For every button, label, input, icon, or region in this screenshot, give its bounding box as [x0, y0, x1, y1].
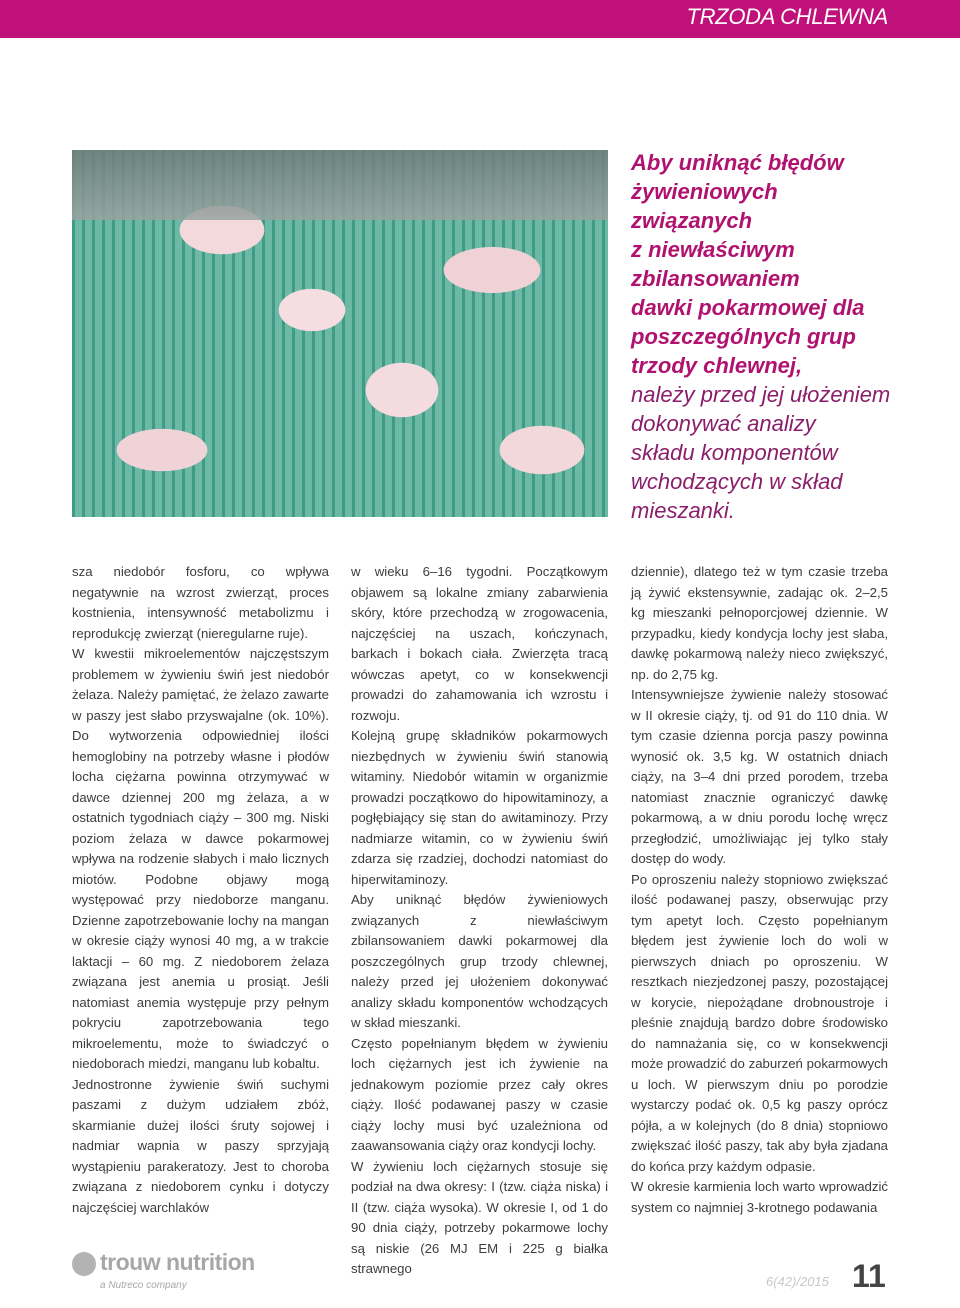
text-column-2: [351, 562, 608, 1280]
paragraph: dziennie), dlatego też w tym czasie trzeba ją żywić ekstensywnie, zadając ok. 2–2,5 kg mieszanki pełnoporcjowej dziennie. W przypadku, kiedy kondycja lochy jest słaba, dawkę pokarmową należy nieco zwiększyć, np. do 2,75 kg.: [631, 564, 888, 682]
pull-quote-line: dokonywać analizy: [631, 411, 816, 436]
paragraph: W żywieniu loch ciężarnych stosuje się podział na dwa okresy: I (tzw. ciąża niska) i II (tzw. ciąża wysoka). W okresie I, od 1 do 90 dnia ciąży, potrzeby pokarmowe lochy są niskie (26 MJ EM i 225 g białka strawnego: [351, 1158, 608, 1276]
pigs-photo: [72, 150, 608, 517]
paragraph: w wieku 6–16 tygodni. Początkowym objawem są lokalne zmiany zabarwienia skóry, które przechodzą w zrogowacenia, najczęściej na uszach, kończynach, barkach i bokach ciała. Zwierzęta tracą wówczas apetyt, co w konsekwencji prowadzi do zahamowania ich wzrostu i rozwoju.: [351, 564, 608, 723]
page-number: 11: [852, 1258, 886, 1294]
logo-name: trouw nutrition: [100, 1249, 255, 1275]
text-column-3: [631, 562, 888, 1218]
pull-quote: [631, 148, 891, 525]
pull-quote-line: składu komponentów: [631, 440, 838, 465]
text-column-1: [72, 562, 329, 1218]
paragraph: Często popełnianym błędem w żywieniu loch ciężarnych jest ich żywienie na jednakowym poziomie przez cały okres ciąży. Ilość podawanej paszy w czasie ciąży lochy musi być uzależniona od zaawansowania ciąży oraz kondycji lochy.: [351, 1035, 608, 1153]
paragraph: sza niedobór fosforu, co wpływa negatywnie na wzrost zwierząt, proces kostnienia, intensywność metabolizmu i reprodukcję zwierząt (nieregularne ruje).: [72, 564, 329, 641]
pull-quote-line: poszczególnych grup: [631, 324, 856, 349]
pull-quote-line: związanych: [631, 208, 753, 233]
paragraph: W kwestii mikroelementów najczęstszym problemem w żywieniu świń jest niedobór żelaza. Należy pamiętać, że żelazo zawarte w paszy jest słabo przyswajalne (ok. 10%). Do wytworzenia odpowiedniej ilości hemoglobiny na potrzeby własne i płodów locha ciężarna powinna otrzymywać w dawce dziennej 200 mg żelaza, a w ostatnich tygodniach ciąży – 300 mg. Niski poziom żelaza w dawce pokarmowej wpływa na rodzenie słabych i mało licznych miotów. Podobne objawy mogą występować przy niedoborze manganu. Dzienne zapotrzebowanie lochy na mangan w okresie ciąży wynosi 40 mg, a w trakcie laktacji – 60 mg. Z niedoborem żelaza związana jest anemia u prosiąt. Jeśli natomiast anemia występuje przy pełnym pokryciu zapotrzebowania tego mikroelementu, może to świadczyć o niedoborach miedzi, manganu lub kobaltu.: [72, 646, 329, 1071]
pull-quote-line: żywieniowych: [631, 179, 778, 204]
trouw-nutrition-logo: [72, 1249, 272, 1299]
logo-icon: [72, 1252, 96, 1276]
pull-quote-line: z niewłaściwym: [631, 237, 795, 262]
pull-quote-line: mieszanki.: [631, 498, 735, 523]
pull-quote-line: dawki pokarmowej dla: [631, 295, 865, 320]
pull-quote-line: trzody chlewnej,: [631, 353, 803, 378]
paragraph: Aby uniknąć błędów żywieniowych związanych z niewłaściwym zbilansowaniem dawki pokarmowej dla poszczególnych grup trzody chlewnej, należy przed jej ułożeniem dokonywać analizy składu komponentów wchodzących w skład mieszanki.: [351, 892, 608, 1030]
paragraph: Intensywniejsze żywienie należy stosować w II okresie ciąży, tj. od 91 do 110 dnia. W tym czasie dzienna porcja paszy powinna wynosić ok. 3,5 kg. W ostatnich dniach ciąży, na 3–4 dni przed porodem, trzeba natomiast znacznie ograniczyć dawkę pokarmową, a w dniu porodu lochę wręcz przegłodzić, umożliwiając jej tylko stały dostęp do wody.: [631, 687, 888, 866]
paragraph: Jednostronne żywienie świń suchymi paszami z dużym udziałem zbóż, skarmianie dużej ilości śruty sojowej i nadmiar wapnia w paszy sprzyjają wystąpieniu parakeratozy. Jest to choroba związana z niedoborem cynku i dotyczy najczęściej warchlaków: [72, 1076, 329, 1215]
pull-quote-line: należy przed jej ułożeniem: [631, 382, 891, 407]
pull-quote-line: Aby uniknąć błędów: [631, 150, 844, 175]
paragraph: W okresie karmienia loch warto wprowadzić system co najmniej 3-krotnego podawania: [631, 1179, 888, 1215]
pull-quote-line: wchodzących w skład: [631, 469, 843, 494]
logo-tagline: a Nutreco company: [100, 1280, 187, 1291]
issue-number: 6(42)/2015: [766, 1274, 829, 1289]
pull-quote-line: zbilansowaniem: [631, 266, 800, 291]
section-title: TRZODA CHLEWNA: [686, 4, 888, 29]
paragraph: Kolejną grupę składników pokarmowych niezbędnych w żywieniu świń stanowią witaminy. Niedobór witamin w organizmie prowadzi początkowo do hipowitaminozy, a pogłębiający się stan do awitaminozy. Przy nadmiarze witamin, co w żywieniu świń zdarza się rzadziej, dochodzi natomiast do hiperwitaminozy.: [351, 728, 608, 887]
paragraph: Po oproszeniu należy stopniowo zwiększać ilość podawanej paszy, obserwując przy tym apetyt loch. Często popełnianym błędem jest żywienie loch do woli w pierwszych dniach po oproszeniu. W resztkach niezjedzonej paszy, pozostającej w korycie, niepożądane drobnoustroje i pleśnie znajdują bardzo dobre środowisko do namnażania się, co w konsekwencji może prowadzić do zaburzeń pokarmowych u loch. W pierwszym dniu po porodzie wystarczy podać ok. 0,5 kg paszy oprócz pójła, a w kolejnych (do 8 dnia) stopniowo zwiększać ilość paszy, tak aby była zjadana do końca przy każdym odpasie.: [631, 871, 888, 1174]
